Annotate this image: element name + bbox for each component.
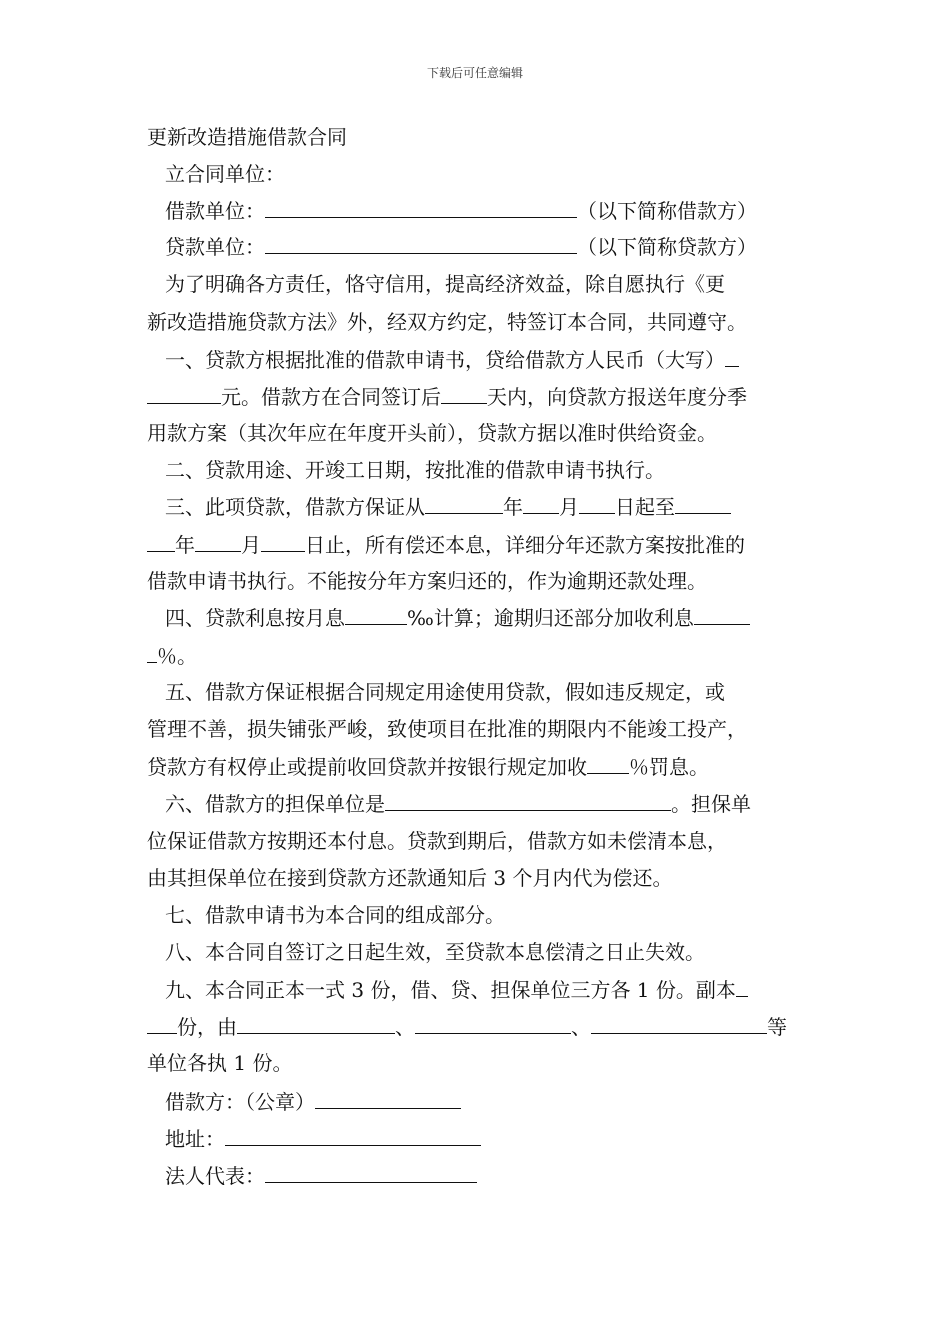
clause-3-line-1 xyxy=(165,493,731,520)
clause-2: 二、贷款用途、开竣工日期，按批准的借款申请书执行。 xyxy=(165,458,665,482)
clause-6-text-b: 。担保单 xyxy=(671,792,751,816)
clause-5-line-1: 五、借款方保证根据合同规定用途使用贷款，假如违反规定，或 xyxy=(165,680,725,704)
clause-3-text-d: 日起至 xyxy=(615,495,675,519)
clause-6-text-a: 六、借款方的担保单位是 xyxy=(165,792,385,816)
clause-4-text-2: ％。 xyxy=(157,644,197,668)
lender-line xyxy=(165,233,757,260)
clause-4-text-a: 四、贷款利息按月息 xyxy=(165,606,345,630)
copies-blank-start[interactable] xyxy=(736,976,748,997)
document-title: 更新改造措施借款合同 xyxy=(147,125,347,149)
clause-3-line-2 xyxy=(147,531,745,558)
monthly-rate-blank[interactable] xyxy=(345,604,407,625)
clause-6-line-3: 由其担保单位在接到贷款方还款通知后 3 个月内代为偿还。 xyxy=(147,866,673,890)
clause-1-line-1 xyxy=(165,346,739,373)
copy-holder-3-blank[interactable] xyxy=(591,1013,767,1034)
clause-9-line-2 xyxy=(147,1013,787,1040)
clause-9-text: 九、本合同正本一式 3 份，借、贷、担保单位三方各 1 份。副本 xyxy=(165,978,736,1002)
sign-address-line xyxy=(165,1125,481,1152)
sign-address-blank[interactable] xyxy=(225,1125,481,1146)
sign-borrower-label: 借款方：（公章） xyxy=(165,1090,315,1114)
lender-label: 贷款单位： xyxy=(165,235,265,259)
parties-heading: 立合同单位： xyxy=(165,162,285,186)
clause-3-text-c: 日止，所有偿还本息，详细分年还款方案按批准的 xyxy=(305,533,745,557)
days-blank[interactable] xyxy=(441,383,487,404)
start-year-blank[interactable] xyxy=(425,493,503,514)
sign-legal-rep-label: 法人代表： xyxy=(165,1164,265,1188)
clause-5-text-b: ％罚息。 xyxy=(629,755,709,779)
lender-blank[interactable] xyxy=(265,233,577,254)
amount-blank-start[interactable] xyxy=(725,346,739,367)
start-year-label: 年 xyxy=(503,495,523,519)
start-day-blank[interactable] xyxy=(579,493,615,514)
start-month-blank[interactable] xyxy=(523,493,559,514)
clause-5-text-a: 贷款方有权停止或提前收回贷款并按银行规定加收 xyxy=(147,755,587,779)
clause-9-sep-1: 、 xyxy=(395,1015,415,1039)
copy-holder-1-blank[interactable] xyxy=(237,1013,395,1034)
intro-line-2: 新改造措施贷款方法》外，经双方约定，特签订本合同，共同遵守。 xyxy=(147,310,747,334)
clause-6-line-2: 位保证借款方按期还本付息。贷款到期后，借款方如未偿清本息， xyxy=(147,829,727,853)
copies-blank[interactable] xyxy=(147,1013,177,1034)
clause-3-line-3: 借款申请书执行。不能按分年方案归还的，作为逾期还款处理。 xyxy=(147,569,707,593)
end-month-label: 月 xyxy=(241,533,261,557)
clause-3-text-a: 三、此项贷款，借款方保证从 xyxy=(165,495,425,519)
clause-4-line-2 xyxy=(147,642,197,669)
clause-8: 八、本合同自签订之日起生效，至贷款本息偿清之日止失效。 xyxy=(165,940,705,964)
borrower-suffix: （以下简称借款方） xyxy=(577,199,757,223)
lender-suffix: （以下简称贷款方） xyxy=(577,235,757,259)
clause-1-line-3: 用款方案（其次年应在年度开头前），贷款方据以准时供给资金。 xyxy=(147,421,717,445)
clause-9-text-e: 等 xyxy=(767,1015,787,1039)
end-year-label: 年 xyxy=(175,533,195,557)
clause-9-sep-2: 、 xyxy=(571,1015,591,1039)
clause-5-line-3 xyxy=(147,753,709,780)
sign-legal-rep-blank[interactable] xyxy=(265,1162,477,1183)
end-day-blank[interactable] xyxy=(261,531,305,552)
borrower-blank[interactable] xyxy=(265,197,577,218)
clause-1-text: 一、贷款方根据批准的借款申请书，贷给借款方人民币（大写） xyxy=(165,348,725,372)
clause-9-line-3: 单位各执 1 份。 xyxy=(147,1051,293,1075)
sign-borrower-blank[interactable] xyxy=(315,1088,461,1109)
clause-5-line-2: 管理不善，损失铺张严峻，致使项目在批准的期限内不能竣工投产， xyxy=(147,717,747,741)
end-year-blank-start[interactable] xyxy=(675,493,731,514)
borrower-line xyxy=(165,197,757,224)
clause-4-line-1 xyxy=(165,604,750,631)
sign-address-label: 地址： xyxy=(165,1127,225,1151)
sign-borrower-line xyxy=(165,1088,461,1115)
clause-9-line-1 xyxy=(165,976,748,1003)
intro-line-1: 为了明确各方责任，恪守信用，提高经济效益，除自愿执行《更 xyxy=(165,272,725,296)
end-year-blank[interactable] xyxy=(147,531,175,552)
overdue-rate-blank[interactable] xyxy=(147,642,157,663)
clause-1-text-2b: 天内，向贷款方报送年度分季 xyxy=(487,385,747,409)
end-month-blank[interactable] xyxy=(195,531,241,552)
overdue-rate-blank-start[interactable] xyxy=(694,604,750,625)
clause-4-text-b: ‰计算；逾期归还部分加收利息 xyxy=(407,606,694,630)
sign-legal-rep-line xyxy=(165,1162,477,1189)
penalty-rate-blank[interactable] xyxy=(587,753,629,774)
copy-holder-2-blank[interactable] xyxy=(415,1013,571,1034)
amount-blank[interactable] xyxy=(147,383,221,404)
page-header: 下载后可任意编辑 xyxy=(426,66,523,80)
clause-1-text-2a: 元。借款方在合同签订后 xyxy=(221,385,441,409)
clause-9-text-a: 份，由 xyxy=(177,1015,237,1039)
clause-7: 七、借款申请书为本合同的组成部分。 xyxy=(165,903,505,927)
clause-6-line-1 xyxy=(165,790,751,817)
borrower-label: 借款单位： xyxy=(165,199,265,223)
start-month-label: 月 xyxy=(559,495,579,519)
clause-1-line-2 xyxy=(147,383,747,410)
guarantor-blank[interactable] xyxy=(385,790,671,811)
